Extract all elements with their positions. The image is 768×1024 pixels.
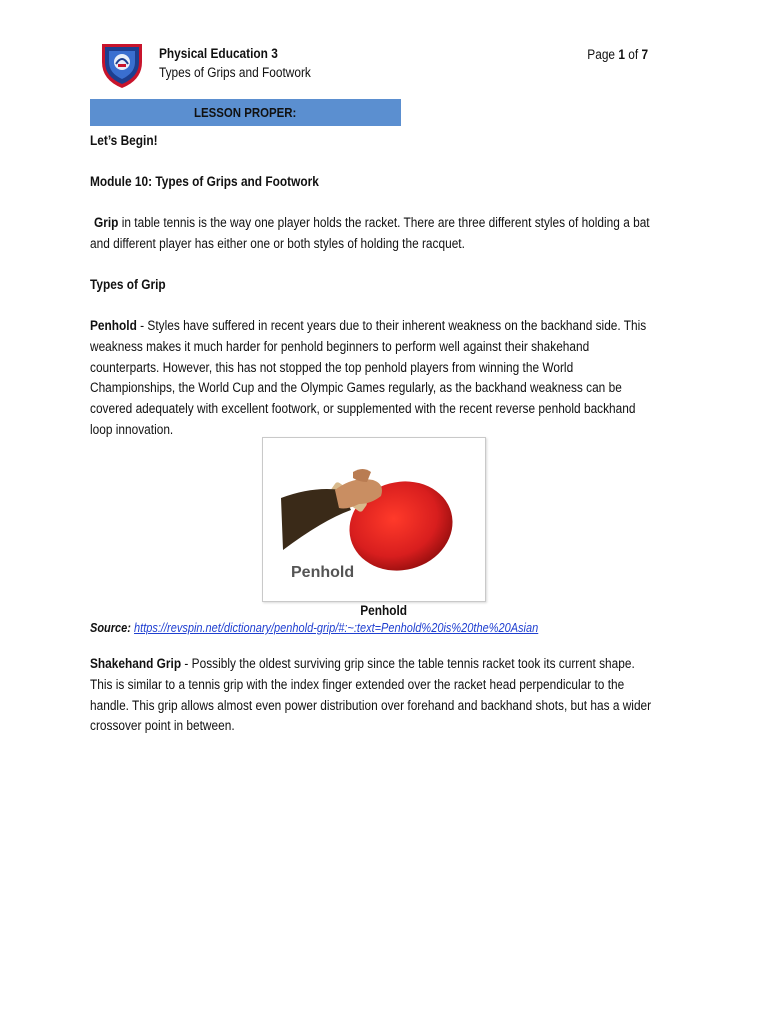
figure-caption-text: Penhold xyxy=(360,603,408,618)
figure-image-label: Penhold xyxy=(291,564,355,581)
penhold-figure xyxy=(262,437,486,602)
page-total: 7 xyxy=(641,47,648,62)
penhold-line: counterparts. However, this has not stopped the top penhold players from winning the World xyxy=(90,359,574,375)
page-of: of xyxy=(628,47,639,62)
course-title: Physical Education 3 xyxy=(159,46,278,61)
lets-begin-heading: Let’s Begin! xyxy=(90,133,158,148)
grip-intro-line-2: and different player has either one or both styles of holding the racquet. xyxy=(90,236,465,251)
grip-intro-line xyxy=(94,213,650,234)
grip-term: Grip xyxy=(94,215,119,230)
school-shield-logo xyxy=(98,40,146,90)
page-label: Page xyxy=(587,47,615,62)
shakehand-line: This is similar to a tennis grip with the index finger extended over the racket head perpendicular to the xyxy=(90,676,625,692)
penhold-grip-image xyxy=(263,438,485,601)
page-indicator xyxy=(587,47,648,62)
penhold-line-1 xyxy=(90,316,646,337)
grip-intro-text: in table tennis is the way one player holds the racket. There are three different styles of holding a bat xyxy=(118,215,650,230)
shakehand-line-1 xyxy=(90,654,635,675)
figure-caption xyxy=(0,603,768,618)
penhold-term: Penhold xyxy=(90,318,137,333)
module-title: Module 10: Types of Grips and Footwork xyxy=(90,174,319,189)
penhold-text: - Styles have suffered in recent years due to their inherent weakness on the backhand side. This xyxy=(136,318,647,333)
shakehand-line: handle. This grip allows almost even power distribution over forehand and backhand shots, but has a wider xyxy=(90,697,652,713)
penhold-line: covered adequately with excellent footwork, or supplemented with the recent reverse penhold backhand xyxy=(90,401,636,417)
penhold-line: loop innovation. xyxy=(90,422,174,437)
lesson-proper-banner xyxy=(90,99,401,126)
shakehand-line: crossover point in between. xyxy=(90,718,235,734)
shakehand-text: - Possibly the oldest surviving grip since the table tennis racket took its current shape. xyxy=(181,656,635,671)
source-link[interactable]: https://revspin.net/dictionary/penhold-grip/#:~:text=Penhold%20is%20the%20Asian xyxy=(134,621,539,635)
shakehand-term: Shakehand Grip xyxy=(90,656,182,671)
lesson-proper-label: LESSON PROPER: xyxy=(194,105,297,120)
topic-subtitle: Types of Grips and Footwork xyxy=(159,65,311,80)
penhold-line: weakness makes it much harder for penhold beginners to perform well against their shakehand xyxy=(90,338,590,354)
source-line xyxy=(90,621,538,635)
source-label: Source: xyxy=(90,621,131,635)
page-current: 1 xyxy=(618,47,625,62)
penhold-line: Championships, the World Cup and the Olympic Games regularly, as the backhand weakness can be xyxy=(90,380,622,396)
types-of-grip-heading: Types of Grip xyxy=(90,277,166,292)
